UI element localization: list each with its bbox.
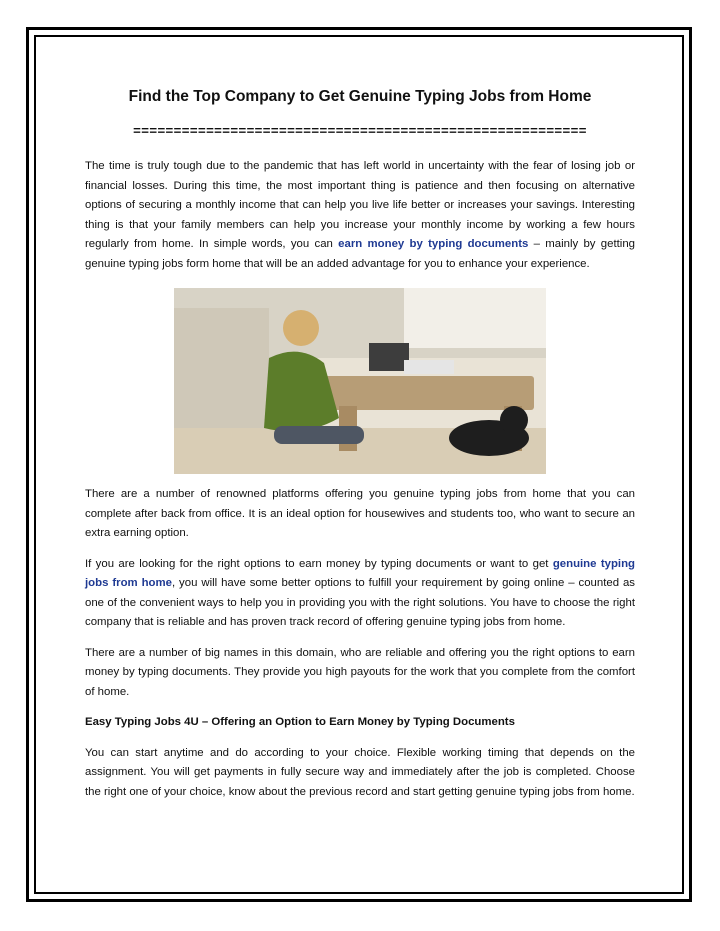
separator-rule: ======================================================== xyxy=(133,123,587,138)
section-subheading: Easy Typing Jobs 4U – Offering an Option to Earn Money by Typing Documents xyxy=(85,716,515,728)
document-body xyxy=(85,86,635,802)
paragraph-text: If you are looking for the right options to earn money by typing documents or want to get xyxy=(85,557,553,570)
document-title: Find the Top Company to Get Genuine Typing Jobs from Home xyxy=(128,88,592,105)
paragraph-intro xyxy=(85,157,635,274)
paragraph-text: , you will have some better options to fulfill your requirement by going online – counted as one of the convenient ways to help you in providing you with the right solutions. You have to choose the right company that is reliable and has proven track record of offering genuine typing jobs from home. xyxy=(85,577,635,628)
genuine-typing-jobs-link[interactable]: genuine typing jobs from home xyxy=(85,557,635,589)
earn-money-link[interactable]: earn money by typing documents xyxy=(338,238,529,250)
paragraph-flexible: You can start anytime and do according to your choice. Flexible working timing that depends on the assignment. You will get payments in fully secure way and immediately after the job is completed. Choose the right one of your choice, know about the previous record and start getting genuine typing jobs from home. xyxy=(85,746,635,798)
paragraph-big-names: There are a number of big names in this domain, who are reliable and offering you the right options to earn money by typing documents. They provide you high payouts for the work that you complete from the comfort of home. xyxy=(85,646,635,698)
woman-working-laptop-photo xyxy=(174,288,546,474)
paragraph-platforms: There are a number of renowned platforms offering you genuine typing jobs from home that you can complete after back from office. It is an ideal option for housewives and students too, who want to secure an extra earning option. xyxy=(85,488,635,539)
paragraph-text: The time is truly tough due to the pandemic that has left world in uncertainty with the fear of losing job or financial losses. During this time, the most important thing is patience and then focusing on alternative options of securing a monthly income that can help you live life better or increases your savings. Interesting thing is that your family members can help you increase your monthly income by working a few hours regularly from home. In simple words, you can xyxy=(85,160,635,250)
paragraph-text: – mainly by getting genuine typing jobs form home that will be an added advantage for you to enhance your experience. xyxy=(85,238,635,270)
paragraph-options xyxy=(85,555,635,633)
